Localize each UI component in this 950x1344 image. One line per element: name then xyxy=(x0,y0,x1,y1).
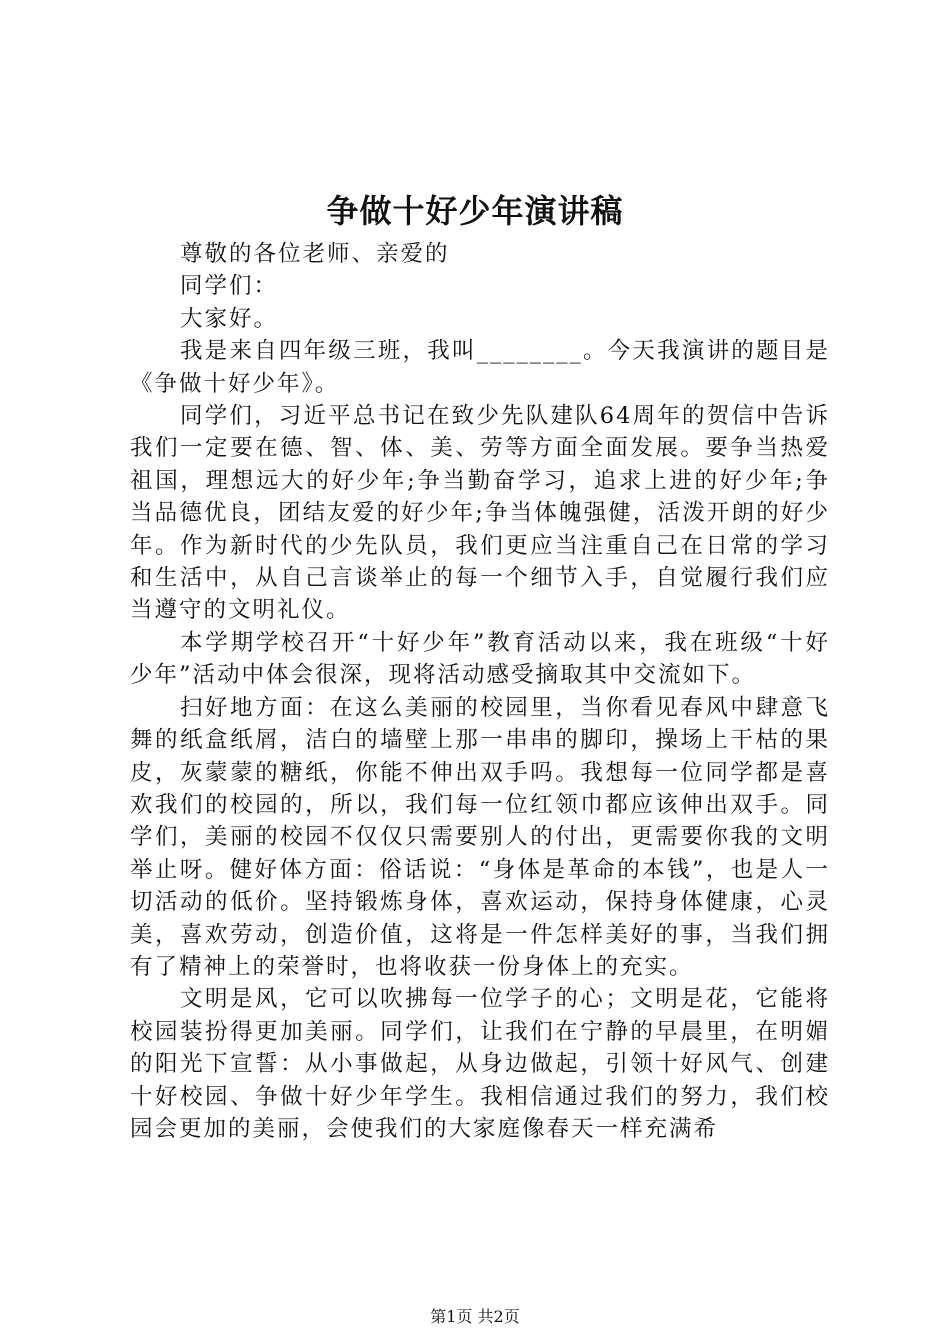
paragraph-examples: 扫好地方面：在这么美丽的校园里，当你看见春风中肆意飞舞的纸盒纸屑，洁白的墙壁上那一串串的脚印，操场上干枯的果皮，灰蒙蒙的糖纸，你能不伸出双手吗。我想每一位同学都是喜欢我们的校园的，所以，我们每一位红领巾都应该伸出双手。同学们，美丽的校园不仅仅只需要别人的付出，更需要你我的文明举止呀。健好体方面：俗话说：“身体是革命的本钱”，也是人一切活动的低价。坚持锻炼身体，喜欢运动，保持身体健康，心灵美，喜欢劳动，创造价值，这将是一件怎样美好的事，当我们拥有了精神上的荣誉时，也将收获一份身体上的充实。 xyxy=(130,694,830,980)
greeting-line-2: 同学们： xyxy=(180,273,279,300)
paragraph-letter: 同学们，习近平总书记在致少先队建队64周年的贺信中告诉我们一定要在德、智、体、美、劳等方面全面发展。要争当热爱祖国，理想远大的好少年;争当勤奋学习，追求上进的好少年;争当品德优良，团结友爱的好少年;争当体魄强健，活泼开朗的好少年。作为新时代的少先队员，我们更应当注重自己在日常的学习和生活中，从自己言谈举止的每一个细节入手，自觉履行我们应当遵守的文明礼仪。 xyxy=(130,403,830,624)
greeting-line-1: 尊敬的各位老师、亲爱的 xyxy=(180,241,450,267)
greeting-line-3: 大家好。 xyxy=(180,305,279,332)
paragraph-closing: 文明是风，它可以吹拂每一位学子的心；文明是花，它能将校园装扮得更加美丽。同学们，让我们在宁静的早晨里，在明媚的阳光下宣誓：从小事做起，从身边做起，引领十好风气、创建十好校园、争做十好少年学生。我相信通过我们的努力，我们校园会更加的美丽，会使我们的大家庭像春天一样充满希 xyxy=(130,986,830,1142)
document-title: 争做十好少年演讲稿 xyxy=(326,192,624,230)
page-footer: 第1页 共2页 xyxy=(430,1307,520,1326)
document-body xyxy=(130,238,830,1145)
paragraph-intro: 我是来自四年级三班，我叫________。今天我演讲的题目是《争做十好少年》。 xyxy=(130,338,830,397)
paragraph-activity: 本学期学校召开“十好少年”教育活动以来，我在班级“十好少年”活动中体会很深，现将活动感受摘取其中交流如下。 xyxy=(130,629,830,689)
